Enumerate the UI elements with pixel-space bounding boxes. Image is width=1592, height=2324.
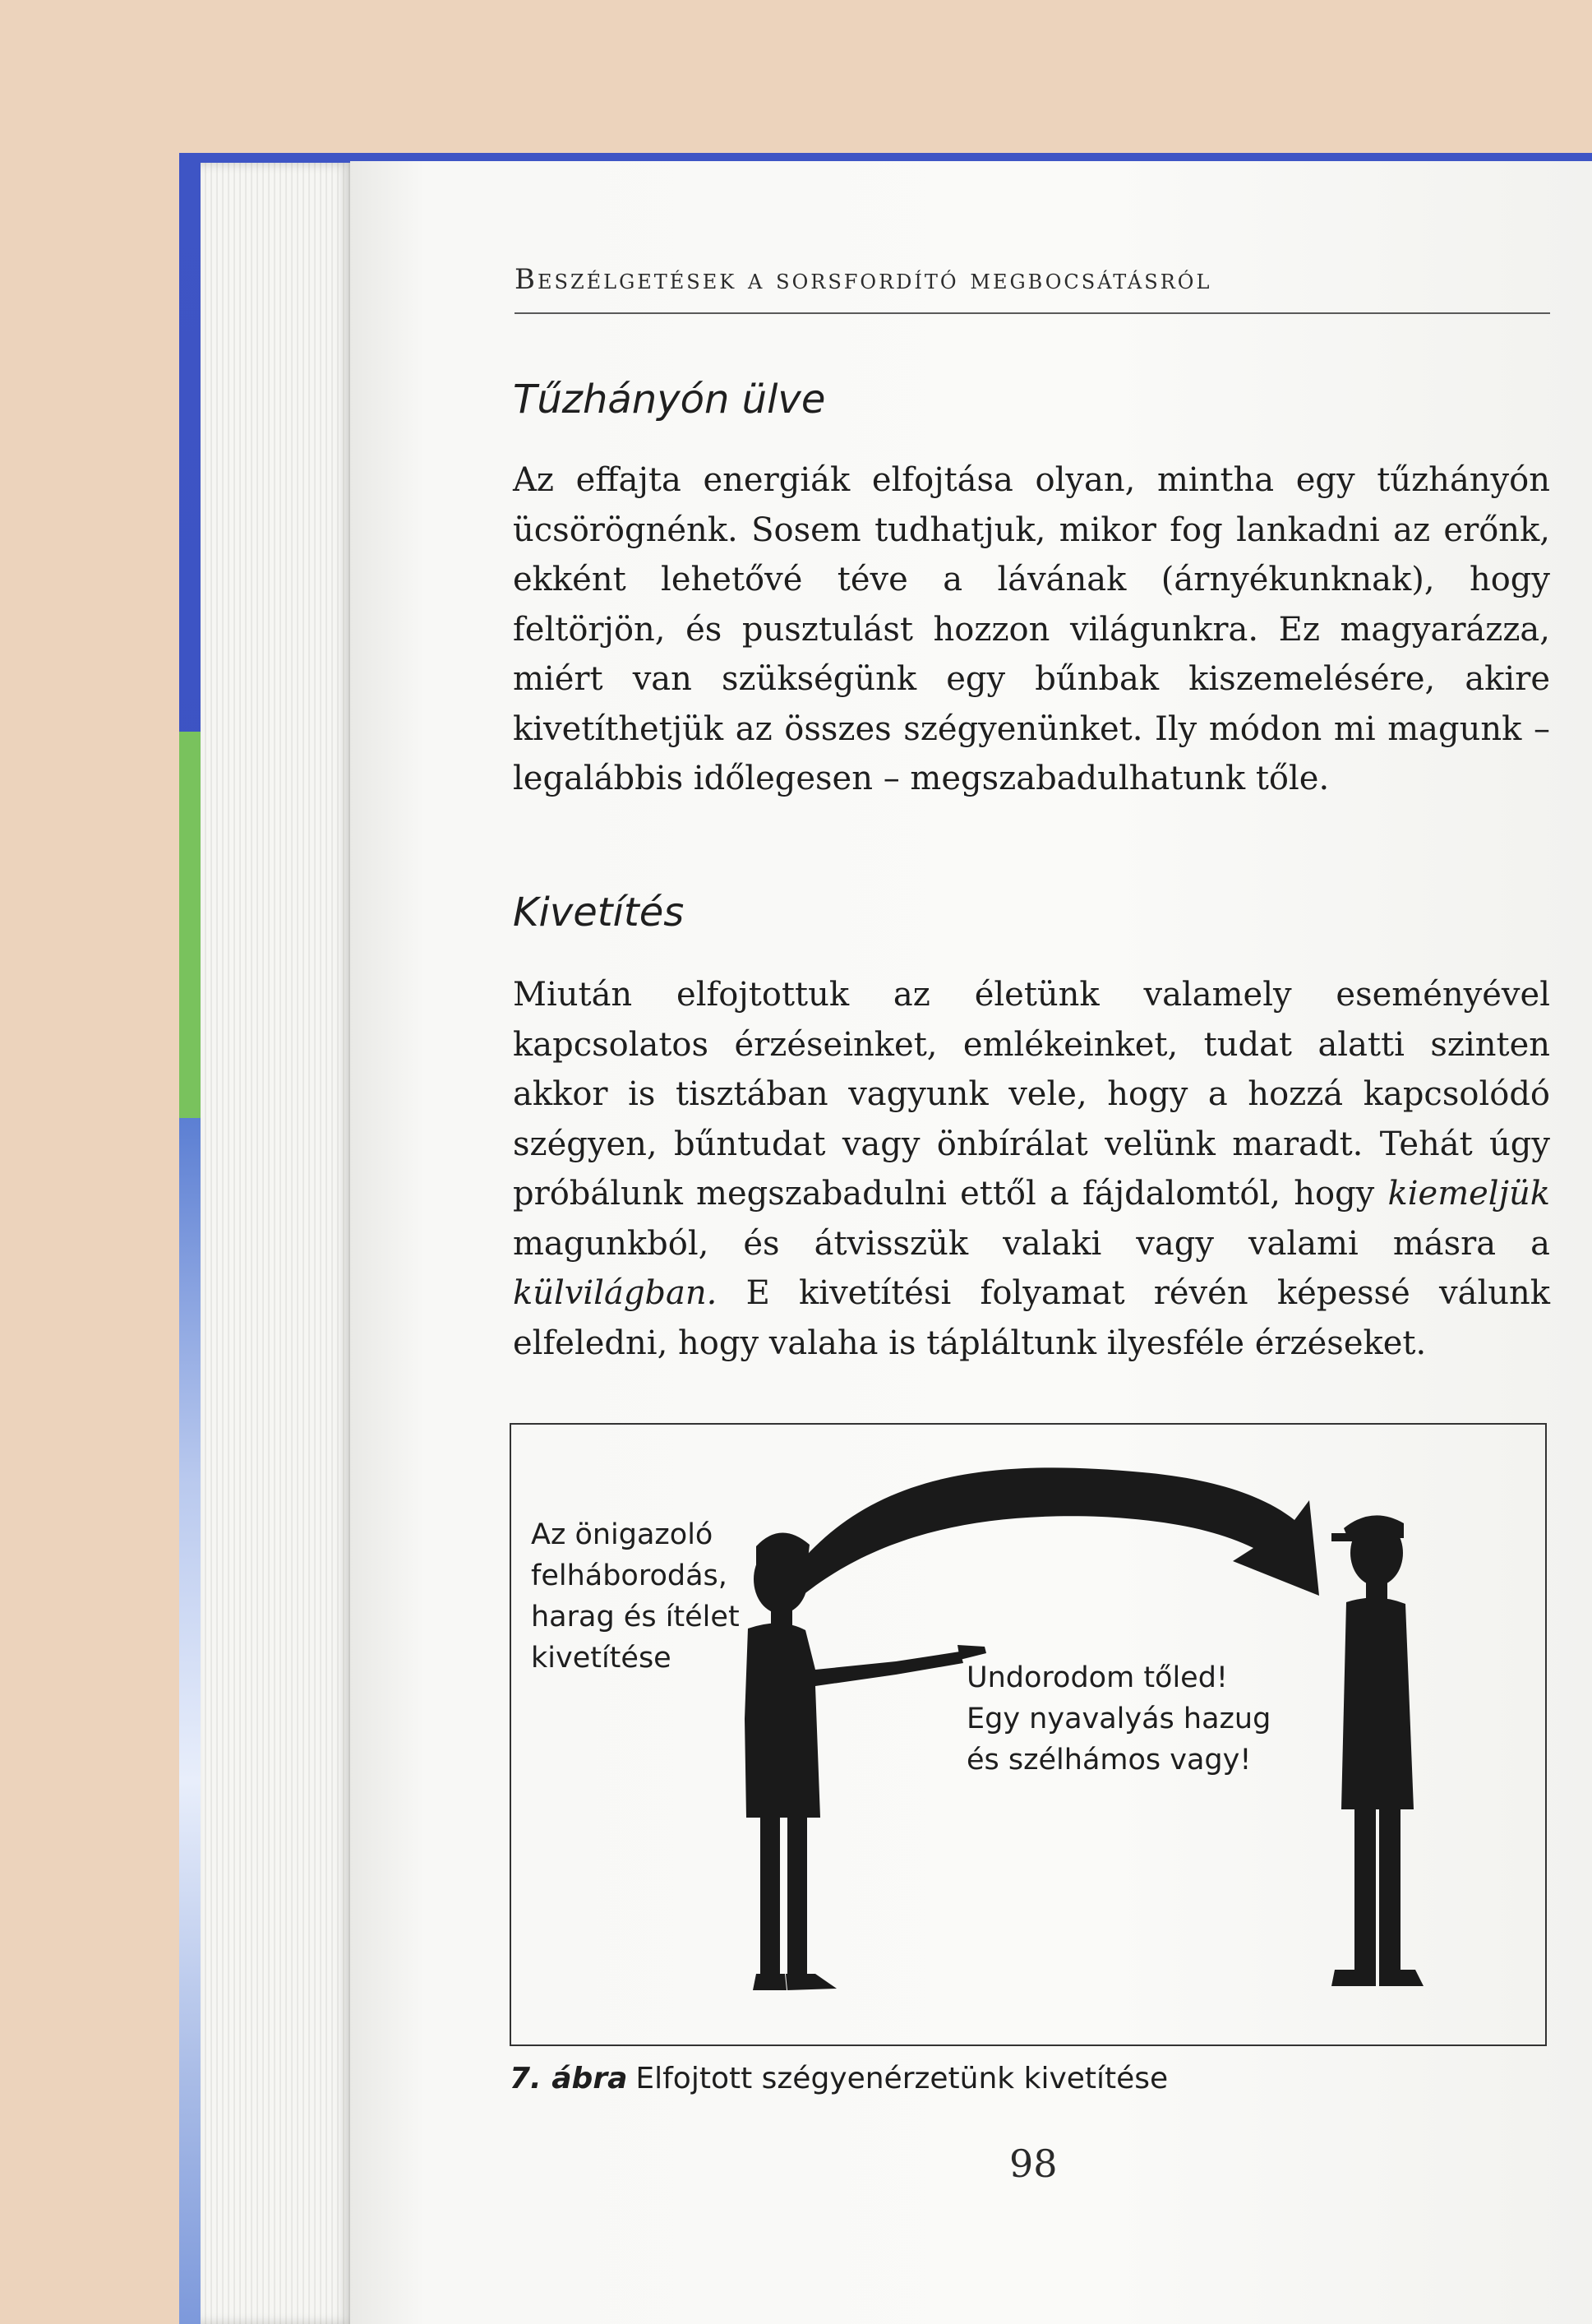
running-head: Beszélgetések a sorsfordító megbocsátásról (515, 263, 1212, 296)
cover-green-stripe (179, 732, 201, 1118)
paragraph-2 (513, 970, 1550, 1368)
figure-left-label: Az önigazoló felháborodás, harag és ítélet kivetítése (531, 1518, 740, 1675)
paragraph-2-text-b: magunkból, és átvisszük valaki vagy valami másra a (513, 1224, 1550, 1263)
right-person-silhouette (1331, 1515, 1424, 1986)
header-rule (515, 312, 1550, 314)
page-number: 98 (1009, 2141, 1058, 2186)
paragraph-2-text-c: E kivetítési folyamat révén képessé válunk elfeledni, hogy valaha is tápláltunk ilyesféle érzéseket. (513, 1274, 1550, 1362)
paragraph-2-emphasis-1: kiemeljük (1387, 1175, 1550, 1213)
left-person-silhouette (745, 1532, 986, 1990)
page-edges (201, 163, 353, 2324)
cover-sky-artwork (179, 1118, 201, 2324)
section-title-2: Kivetítés (513, 889, 685, 936)
figure-caption-text: Elfojtott szégyenérzetünk kivetítése (635, 2062, 1169, 2095)
figure-caption-number: 7. ábra (510, 2062, 628, 2095)
paragraph-1: Az effajta energiák elfojtása olyan, mintha egy tűzhányón ücsörögnénk. Sosem tudhatjuk, mikor fog lankadni az erőnk, ekként lehetővé téve a lávának (árnyékunknak), hogy feltörjön, és pusztulást hozzon világunkra. Ez magyarázza, miért van szükségünk egy bűnbak kiszemelésére, akire kivetíthetjük az összes szégyenünket. Ily módon mi magunk – legalábbis időlegesen – megszabadulhatunk tőle. (513, 461, 1550, 797)
paragraph-2-text-a: Miután elfojtottuk az életünk valamely eseményével kapcsolatos érzéseinket, emlékeinket, tudat alatti szinten akkor is tisztában vagyunk vele, hogy a hozzá kapcsolódó szégyen, bűntudat vagy önbírálat velünk maradt. Tehát úgy próbálunk megszabadulni ettől a fájdalomtól, hogy (513, 976, 1550, 1213)
projection-arrow (781, 1467, 1319, 1600)
figure-caption (510, 2062, 1168, 2095)
figure-speech-label: Undorodom tőled! Egy nyavalyás hazug és szélhámos vagy! (967, 1661, 1271, 1776)
section-title-1: Tűzhányón ülve (513, 377, 826, 423)
paragraph-2-emphasis-2: külvilágban. (513, 1274, 718, 1312)
